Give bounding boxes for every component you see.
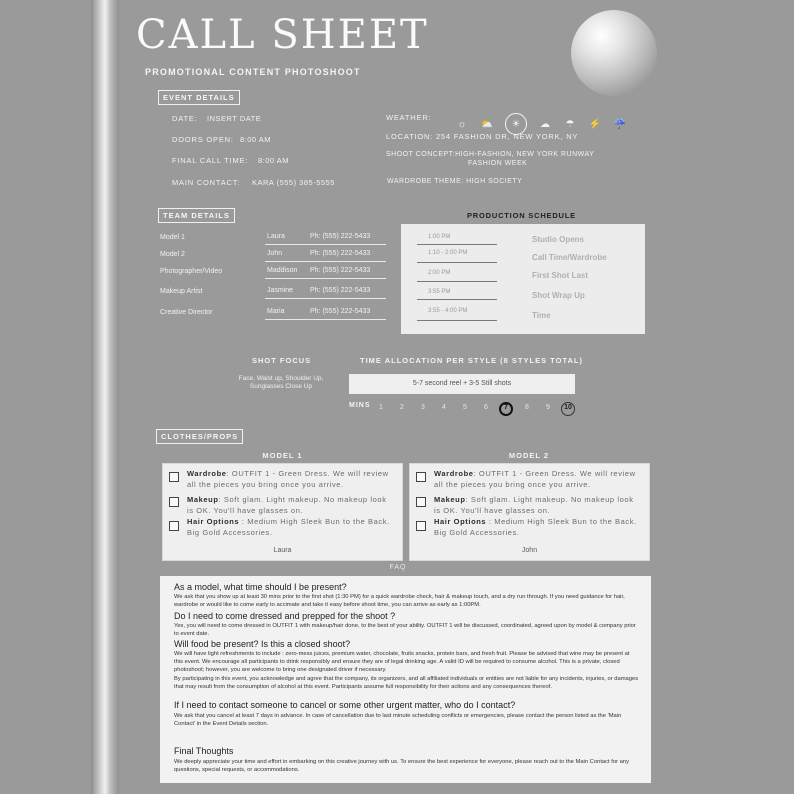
sun-cloud-selected-icon[interactable]: ☀ — [505, 113, 527, 135]
silver-orb-decoration — [571, 10, 657, 96]
location-text: LOCATION: 254 FASHION DR, NEW YORK, NY — [386, 132, 579, 141]
makeup-text: : Soft glam. Light makeup. No makeup look is OK. You'll have glasses on. — [434, 495, 634, 515]
drizzle-icon[interactable]: ☔ — [613, 118, 627, 130]
final-thoughts-text: We deeply appreciate your time and effort in embarking on this creative journey with us. To ensure the best experience for everyone, please reach out to the Main Contact for any questions, special requests, or accommodations. — [174, 759, 629, 773]
model2-title: MODEL 2 — [508, 451, 550, 460]
schedule-time: 3:55 - 4:00 PM — [428, 308, 468, 314]
schedule-event: Call Time/Wardrobe — [532, 253, 607, 262]
faq-question: As a model, what time should I be present? — [174, 582, 347, 592]
faq-panel — [160, 576, 651, 783]
mins-label: MINS — [349, 402, 371, 409]
divider — [265, 278, 386, 279]
schedule-time: 1:10 - 2:00 PM — [428, 250, 468, 256]
production-schedule-heading: PRODUCTION SCHEDULE — [467, 211, 576, 220]
shot-focus-heading: SHOT FOCUS — [252, 356, 312, 365]
doors-open-label: DOORS OPEN: — [172, 135, 234, 144]
makeup-label: Makeup — [187, 495, 219, 504]
team-row — [160, 266, 386, 284]
shot-focus-line2: Sunglasses Close Up — [249, 383, 313, 390]
schedule-event: Time — [532, 311, 551, 320]
wardrobe-note — [187, 469, 392, 490]
minute-option[interactable]: 8 — [525, 404, 529, 411]
final-call-label: FINAL CALL TIME: — [172, 156, 249, 165]
makeup-text: : Soft glam. Light makeup. No makeup look is OK. You'll have glasses on. — [187, 495, 387, 515]
cloud-icon[interactable]: ☁ — [540, 118, 550, 130]
team-phone: Ph: (555) 222-5433 — [310, 287, 371, 294]
schedule-time: 1:00 PM — [428, 234, 451, 240]
wardrobe-theme: WARDROBE THEME: HIGH SOCIETY — [387, 178, 523, 185]
wardrobe-checkbox[interactable] — [416, 472, 426, 482]
sun-icon[interactable]: ☼ — [457, 118, 467, 130]
minute-option[interactable]: 9 — [546, 404, 550, 411]
shoot-concept-line2: FASHION WEEK — [468, 160, 528, 167]
model-name: John — [521, 547, 538, 554]
minute-option[interactable]: 4 — [442, 404, 446, 411]
wardrobe-text: : OUTFIT 1 - Green Dress. We will review all the pieces you bring once you arrive. — [187, 469, 389, 489]
minute-option[interactable]: 1 — [379, 404, 383, 411]
divider — [417, 299, 497, 300]
team-details-heading: TEAM DETAILS — [158, 208, 235, 223]
shot-focus-line1: Face, Waist up, Shoulder Up, — [238, 375, 324, 382]
faq-question: Will food be present? Is this a closed shoot? — [174, 639, 351, 649]
page-title: CALL SHEET — [136, 12, 429, 58]
minute-option[interactable]: 3 — [421, 404, 425, 411]
page-subtitle: PROMOTIONAL CONTENT PHOTOSHOOT — [145, 67, 361, 77]
schedule-event: Studio Opens — [532, 235, 584, 244]
wardrobe-label: Wardrobe — [434, 469, 474, 478]
minute-option[interactable]: 2 — [400, 404, 404, 411]
team-role: Model 1 — [160, 234, 185, 241]
model1-card — [162, 463, 403, 561]
team-role: Makeup Artist — [160, 288, 203, 295]
divider — [417, 281, 497, 282]
hair-text: : Medium High Sleek Bun to the Back. Big Gold Accessories. — [434, 517, 637, 537]
schedule-panel — [401, 224, 645, 334]
team-row — [160, 307, 386, 325]
hair-checkbox[interactable] — [169, 521, 179, 531]
faq-heading: FAQ — [389, 564, 407, 571]
divider — [417, 320, 497, 321]
team-row — [160, 249, 386, 267]
schedule-event: Shot Wrap Up — [532, 291, 585, 300]
main-contact-value: KARA (555) 385-5555 — [252, 178, 335, 187]
divider — [265, 319, 386, 320]
divider — [265, 261, 386, 262]
minute-option[interactable]: 5 — [463, 404, 467, 411]
event-details-heading: EVENT DETAILS — [158, 90, 240, 105]
hair-label: Hair Options — [434, 517, 487, 526]
team-name: Jasmine — [267, 287, 294, 294]
team-name: John — [267, 250, 283, 257]
team-name: Laura — [267, 233, 285, 240]
shoot-concept-line1: SHOOT CONCEPT:HIGH-FASHION, NEW YORK RUNWAY — [386, 151, 595, 158]
makeup-note — [434, 495, 639, 516]
minute-option[interactable]: 6 — [484, 404, 488, 411]
wardrobe-text: : OUTFIT 1 - Green Dress. We will review all the pieces you bring once you arrive. — [434, 469, 636, 489]
team-row — [160, 286, 386, 304]
schedule-event: First Shot Last — [532, 271, 589, 280]
rain-cloud-icon[interactable]: ☂ — [565, 118, 575, 130]
final-call-value: 8:00 AM — [258, 156, 290, 165]
faq-answer: Yes, you will need to come dressed in OUTFIT 1 with makeup/hair done, to the best of your ability. OUTFIT 1 will be discussed, coordinated, agreed upon by model & company prior to event date. — [174, 623, 636, 637]
team-role: Creative Director — [160, 309, 213, 316]
faq-answer: We will have light refreshments to include : zero-mess juices, premium water, chocolate, fruits snacks, protein bars, and fresh fruit. Please be advised that wine may be present at this event. We encourage all participants to drink responsibly and ensure they are of legal drinking age. A valid ID will be required to consume alcohol. This is a private, closed photoshoot; however, you are welcome to bring one designated driver if necessary. — [174, 651, 630, 673]
team-phone: Ph: (555) 222-5433 — [310, 308, 371, 315]
faq-answer: We ask that you cancel at least 7 days in advance. In case of cancellation due to last minute scheduling conflicts or emergencies, please contact the person listed as the 'Main Contact' in the Event Details section. — [174, 713, 622, 727]
date-label: DATE: — [172, 114, 198, 123]
makeup-checkbox[interactable] — [416, 497, 426, 507]
divider — [265, 298, 386, 299]
divider — [417, 262, 497, 263]
date-value: INSERT DATE — [207, 114, 262, 123]
makeup-label: Makeup — [434, 495, 466, 504]
minute-option-outlined[interactable]: 10 — [564, 404, 572, 411]
main-contact-label: MAIN CONTACT: — [172, 178, 241, 187]
team-role: Photographer/Video — [160, 268, 223, 275]
schedule-time: 3:55 PM — [428, 289, 451, 295]
clothes-props-heading: CLOTHES/PROPS — [156, 429, 243, 444]
makeup-note — [187, 495, 392, 516]
schedule-time: 2:00 PM — [428, 270, 451, 276]
faq-answer: We ask that you show up at least 30 mins prior to the first shot (1:30 PM) for a quick wardrobe check, hair & makeup touch, and a dry run through. If you need guidance for hair, wardrobe or would like to come early to accimate and take it easy before shoot time, you can arrive as early as 1:00PM. — [174, 594, 625, 608]
hair-text: : Medium High Sleek Bun to the Back. Big Gold Accessories. — [187, 517, 390, 537]
model-name: Laura — [273, 547, 292, 554]
team-row — [160, 232, 386, 250]
time-allocation-heading: TIME ALLOCATION PER STYLE (8 STYLES TOTAL) — [360, 356, 583, 365]
makeup-checkbox[interactable] — [169, 497, 179, 507]
metallic-stripe — [91, 0, 119, 794]
team-name: Maddison — [267, 267, 298, 274]
hair-note — [187, 517, 392, 538]
hair-note — [434, 517, 639, 538]
faq-question: If I need to contact someone to cancel or some other urgent matter, who do I contact? — [174, 700, 516, 710]
divider — [417, 244, 497, 245]
final-thoughts-heading: Final Thoughts — [174, 746, 234, 756]
team-phone: Ph: (555) 222-5433 — [310, 250, 371, 257]
hair-checkbox[interactable] — [416, 521, 426, 531]
faq-question: Do I need to come dressed and prepped for the shoot ? — [174, 611, 396, 621]
wardrobe-note — [434, 469, 639, 490]
team-phone: Ph: (555) 222-5433 — [310, 233, 371, 240]
hair-label: Hair Options — [187, 517, 240, 526]
storm-cloud-icon[interactable]: ⚡ — [588, 118, 602, 130]
team-phone: Ph: (555) 222-5433 — [310, 267, 371, 274]
model2-card — [409, 463, 650, 561]
weather-label: WEATHER: — [386, 113, 432, 122]
doors-open-value: 8:00 AM — [240, 135, 272, 144]
faq-answer: By participating in this event, you acknowledge and agree that the company, its organizers, and all affiliated individuals or entities are not liable for any incidents, injuries, or damages that may result from the consumption of alcohol at this event. Participants assume full responsibility for their actions and any consequences thereof. — [174, 676, 639, 690]
team-name: Maria — [267, 308, 285, 315]
time-allocation-value: 5-7 second reel + 3-5 Still shots — [349, 374, 575, 394]
partly-cloudy-icon[interactable]: ⛅ — [480, 118, 494, 130]
team-role: Model 2 — [160, 251, 185, 258]
wardrobe-label: Wardrobe — [187, 469, 227, 478]
minute-option-selected[interactable]: 7 — [504, 404, 508, 411]
divider — [265, 244, 386, 245]
wardrobe-checkbox[interactable] — [169, 472, 179, 482]
model1-title: MODEL 1 — [262, 451, 303, 460]
